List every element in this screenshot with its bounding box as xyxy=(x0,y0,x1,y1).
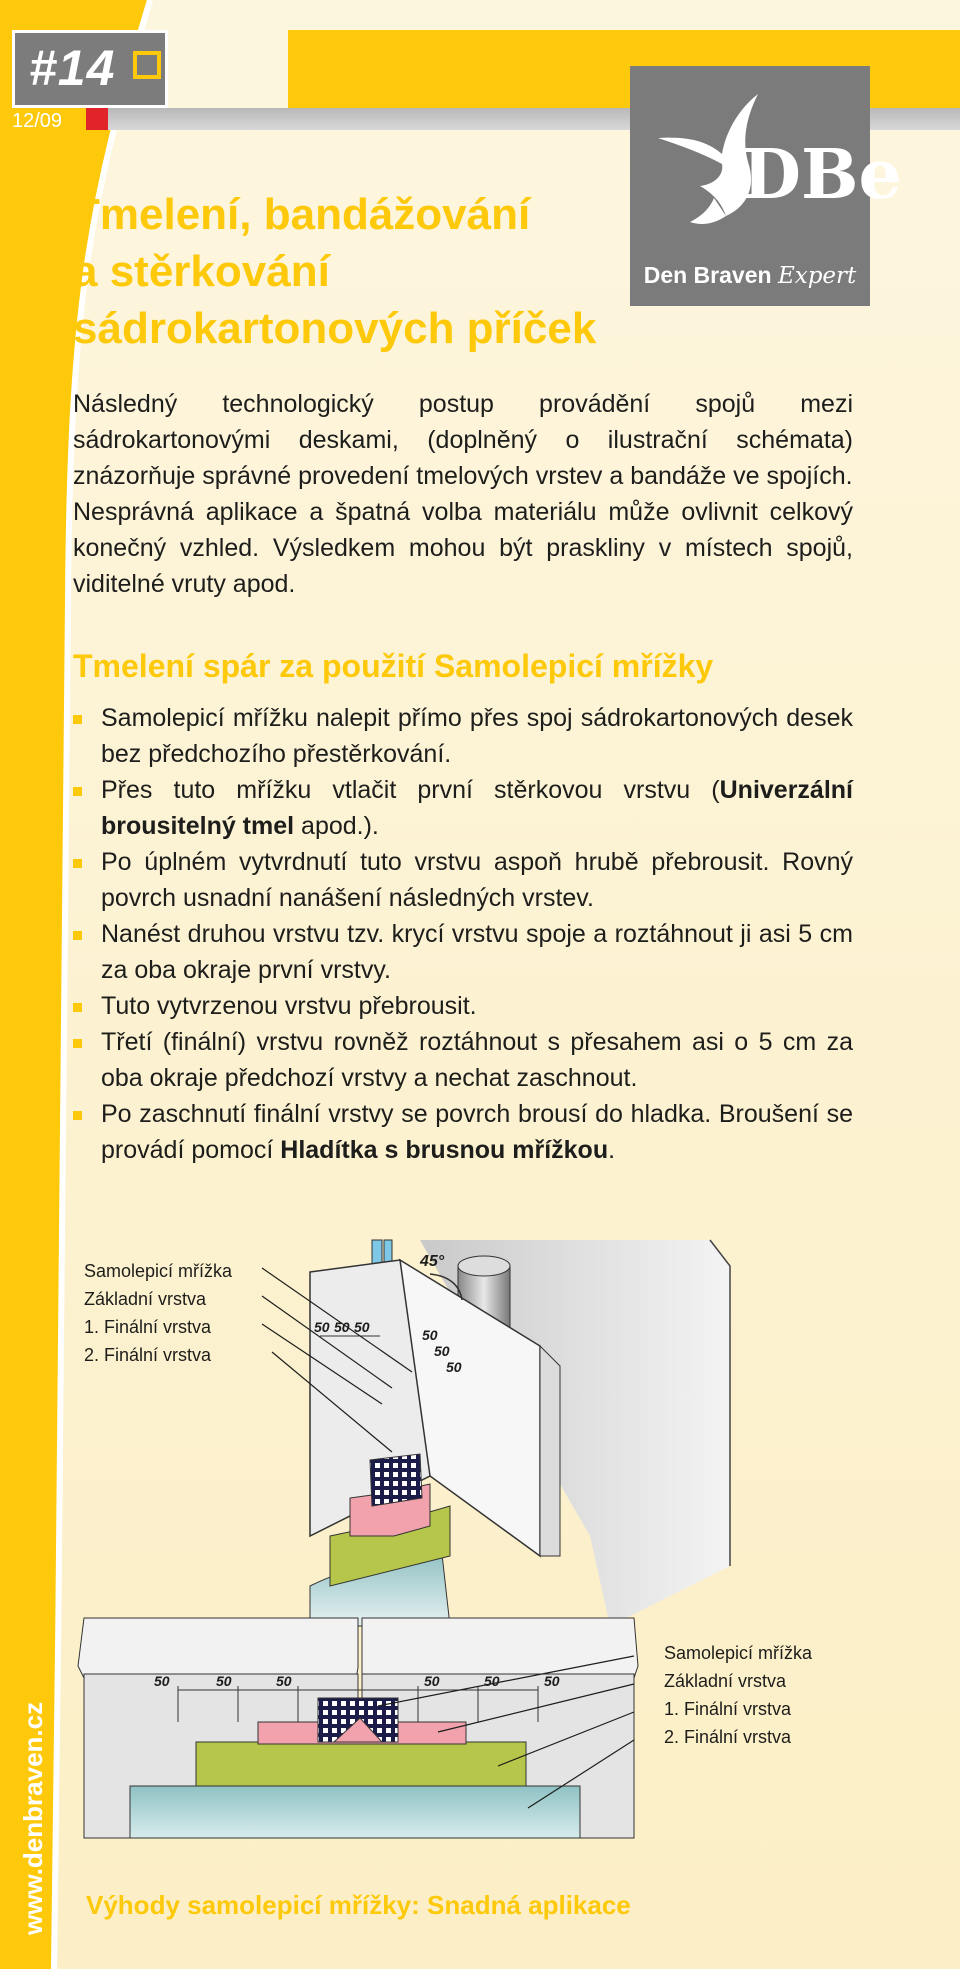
issue-number: #14 xyxy=(29,40,116,96)
logo-letters: DBe xyxy=(742,135,902,215)
corner-diagram-legend xyxy=(84,1257,232,1369)
step-text: Přes tuto mřížku vtlačit první stěrkovou vrstvu ( xyxy=(101,776,720,804)
label-final-2: 2. Finální vrstva xyxy=(664,1727,792,1747)
label-base-layer: Základní vrstva xyxy=(84,1289,207,1309)
flat-joint-diagram xyxy=(78,1618,638,1838)
website-url[interactable]: www.denbraven.cz xyxy=(18,1701,48,1935)
step-text: Samolepicí mřížku nalepit přímo přes spoj sádrokartonových desek bez předchozího přestěrkování. xyxy=(101,704,853,768)
flat-dim-right-2: 50 xyxy=(484,1673,500,1689)
label-base-layer: Základní vrstva xyxy=(664,1671,787,1691)
step-text: Nanést druhou vrstvu tzv. krycí vrstvu spoje a roztáhnout ji asi 5 cm za oba okraje první vrstvy. xyxy=(101,920,853,984)
label-mesh: Samolepicí mřížka xyxy=(664,1643,813,1663)
title-line-2: a stěrkování xyxy=(73,247,330,296)
label-mesh: Samolepicí mřížka xyxy=(84,1261,233,1281)
step-text: apod.). xyxy=(294,812,379,840)
step-item xyxy=(73,988,853,1024)
dim-right-2: 50 xyxy=(434,1343,450,1359)
flat-dim-left-1: 50 xyxy=(154,1673,170,1689)
label-final-2: 2. Finální vrstva xyxy=(84,1345,212,1365)
label-final-1: 1. Finální vrstva xyxy=(84,1317,212,1337)
step-item xyxy=(73,1096,853,1168)
intro-paragraph-1: Následný technologický postup provádění spojů mezi sádrokartonovými deskami, (doplněný o ilustrační schémata) znázorňuje správné provedení tmelových vrstev a bandáže ve spojích. xyxy=(73,390,853,490)
brand-name xyxy=(630,262,870,289)
flat-dim-left-3: 50 xyxy=(276,1673,292,1689)
intro-text xyxy=(73,386,853,602)
title-line-1: Tmelení, bandážování xyxy=(73,190,531,239)
step-item xyxy=(73,916,853,988)
angle-label: 45° xyxy=(420,1253,445,1270)
page-title xyxy=(73,186,613,357)
product-name: Univerzální brousitelný tmel xyxy=(101,776,853,840)
issue-badge xyxy=(12,30,168,108)
intro-paragraph-2: Nesprávná aplikace a špatná volba materiálu může ovlivnit celkový konečný vzhled. Výsledkem mohou být praskliny v místech spojů, viditelné vruty apod. xyxy=(73,498,853,598)
flat-dim-left-2: 50 xyxy=(216,1673,232,1689)
step-text: Po zaschnutí finální vrstvy se povrch brousí do hladka. Broušení se provádí pomocí xyxy=(101,1100,853,1164)
dim-left-2: 50 xyxy=(334,1319,350,1335)
corner-leader-lines xyxy=(262,1264,502,1464)
header-red-square xyxy=(86,108,108,130)
brand-suffix-text: Expert xyxy=(777,263,857,289)
step-item xyxy=(73,772,853,844)
flat-dim-right-1: 50 xyxy=(424,1673,440,1689)
issue-date: 12/09 xyxy=(12,110,63,132)
step-text: Tuto vytvrzenou vrstvu přebrousit. xyxy=(101,992,477,1020)
den-braven-logo xyxy=(630,66,902,306)
flat-diagram-legend xyxy=(664,1639,812,1751)
product-name: Hladítka s brusnou mřížkou xyxy=(280,1136,609,1164)
advantage-heading: Výhody samolepicí mřížky: Snadná aplikace xyxy=(86,1890,631,1920)
label-final-1: 1. Finální vrstva xyxy=(664,1699,792,1719)
step-item xyxy=(73,844,853,916)
dim-right-3: 50 xyxy=(446,1359,462,1375)
dim-left-1: 50 xyxy=(314,1319,330,1335)
step-item xyxy=(73,1024,853,1096)
step-text: Třetí (finální) vrstvu rovněž roztáhnout s přesahem asi o 5 cm za oba okraje předchozí vrstvy a nechat zaschnout. xyxy=(101,1028,853,1092)
step-item xyxy=(73,700,853,772)
swallow-logo-icon xyxy=(630,66,902,266)
dim-left-3: 50 xyxy=(354,1319,370,1335)
steps-list xyxy=(73,700,853,1168)
brand-name-text: Den Braven xyxy=(643,262,772,288)
dim-right-1: 50 xyxy=(422,1327,438,1343)
step-text: . xyxy=(608,1136,616,1164)
section-heading: Tmelení spár za použití Samolepicí mřížky xyxy=(73,648,714,684)
issue-square-icon xyxy=(133,51,161,79)
step-text: Po úplném vytvrdnutí tuto vrstvu aspoň hrubě přebrousit. Rovný povrch usnadní nanášení následných vrstev. xyxy=(101,848,853,912)
flat-dim-right-3: 50 xyxy=(544,1673,560,1689)
title-line-3: sádrokartonových příček xyxy=(73,304,597,353)
